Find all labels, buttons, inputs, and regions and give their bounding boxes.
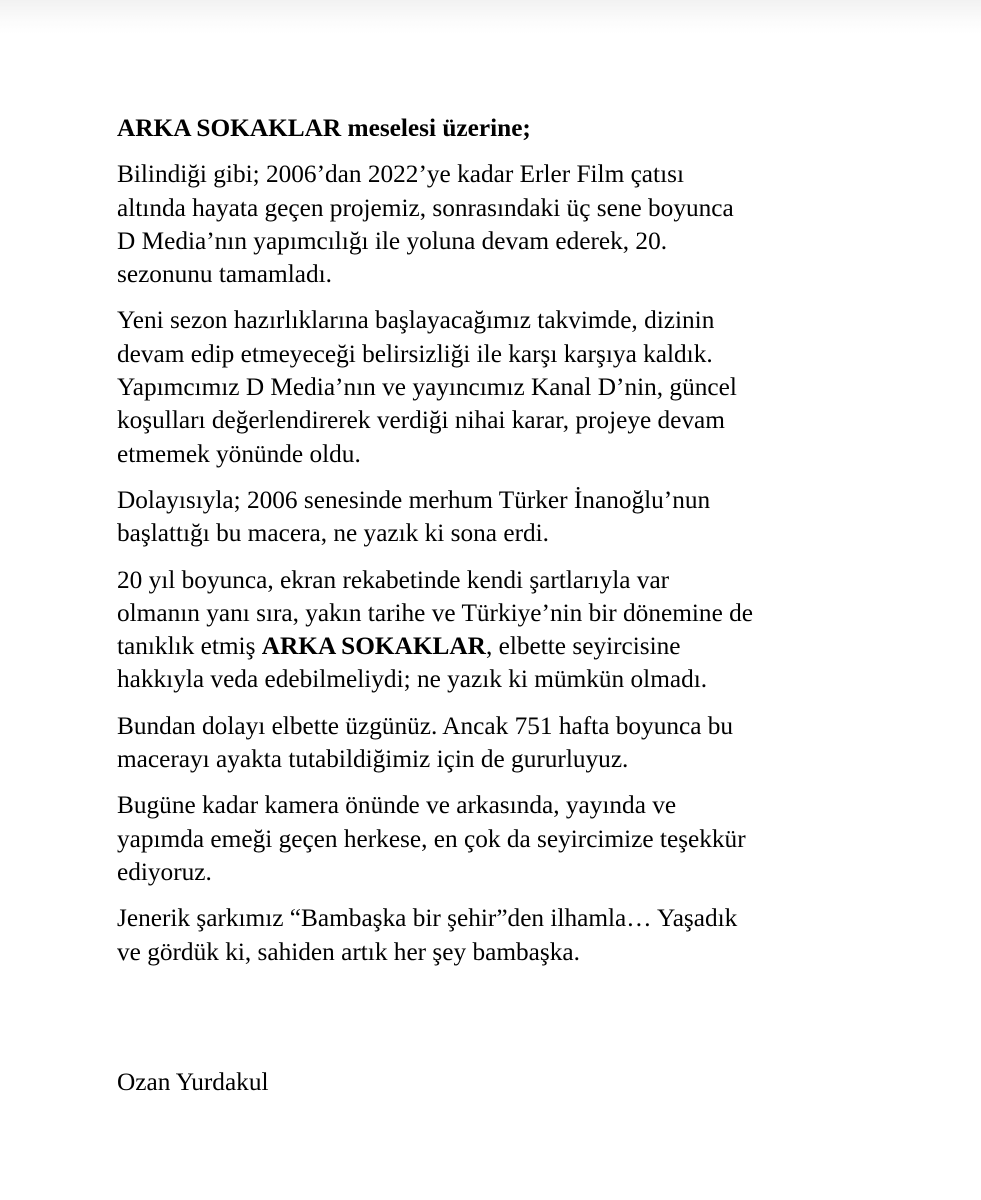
text-line: olmanın yanı sıra, yakın tarihe ve Türkiye’nin bir dönemine de	[117, 598, 753, 627]
text-line: Dolayısıyla; 2006 senesinde merhum Türker İnanoğlu’nun	[117, 485, 711, 514]
text-line: D Media’nın yapımcılığı ile yoluna devam ederek, 20.	[117, 226, 668, 255]
text-segment: , elbette seyircisine	[485, 632, 681, 661]
paragraph-1	[117, 158, 917, 291]
text-line: Bundan dolayı elbette üzgünüz. Ancak 751 hafta boyunca bu	[117, 711, 734, 740]
top-shadow	[0, 0, 981, 34]
series-name-emphasis: ARKA SOKAKLAR	[261, 632, 486, 661]
text-line: ediyoruz.	[117, 857, 212, 886]
text-line	[117, 630, 917, 663]
text-line: sezonunu tamamladı.	[117, 260, 332, 289]
text-line: başlattığı bu macera, ne yazık ki sona erdi.	[117, 519, 549, 548]
statement-document	[117, 112, 917, 1096]
text-line: Bilindiği gibi; 2006’dan 2022’ye kadar Erler Film çatısı	[117, 160, 684, 189]
paragraph-2	[117, 304, 917, 470]
text-line: yapımda emeği geçen herkese, en çok da seyircimize teşekkür	[117, 824, 746, 853]
text-line: devam edip etmeyeceği belirsizliği ile karşı karşıya kaldık.	[117, 339, 713, 368]
statement-heading	[117, 112, 917, 145]
paragraph-3	[117, 484, 917, 551]
paragraph-6	[117, 789, 917, 889]
heading-title: ARKA SOKAKLAR	[117, 114, 342, 142]
text-line: altında hayata geçen projemiz, sonrasındaki üç sene boyunca	[117, 193, 734, 222]
text-line: ve gördük ki, sahiden artık her şey bambaşka.	[117, 937, 580, 966]
text-line: Yeni sezon hazırlıklarına başlayacağımız takvimde, dizinin	[117, 306, 715, 335]
paragraph-4	[117, 564, 917, 697]
heading-subtitle: meselesi üzerine;	[341, 114, 531, 142]
text-segment: tanıklık etmiş	[117, 632, 262, 661]
paragraph-5	[117, 710, 917, 777]
text-line: hakkıyla veda edebilmeliydi; ne yazık ki mümkün olmadı.	[117, 665, 708, 694]
text-line: Bugüne kadar kamera önünde ve arkasında, yayında ve	[117, 791, 677, 820]
text-line: macerayı ayakta tutabildiğimiz için de gururluyuz.	[117, 745, 629, 774]
text-line: 20 yıl boyunca, ekran rekabetinde kendi şartlarıyla var	[117, 565, 670, 594]
signature: Ozan Yurdakul	[117, 1068, 269, 1096]
text-line: Jenerik şarkımız “Bambaşka bir şehir”den ilhamla… Yaşadık	[117, 904, 738, 933]
text-line: koşulları değerlendirerek verdiği nihai karar, projeye devam	[117, 406, 725, 435]
text-line: etmemek yönünde oldu.	[117, 439, 361, 468]
text-line: Yapımcımız D Media’nın ve yayıncımız Kanal D’nin, güncel	[117, 373, 737, 402]
paragraph-7	[117, 902, 917, 969]
